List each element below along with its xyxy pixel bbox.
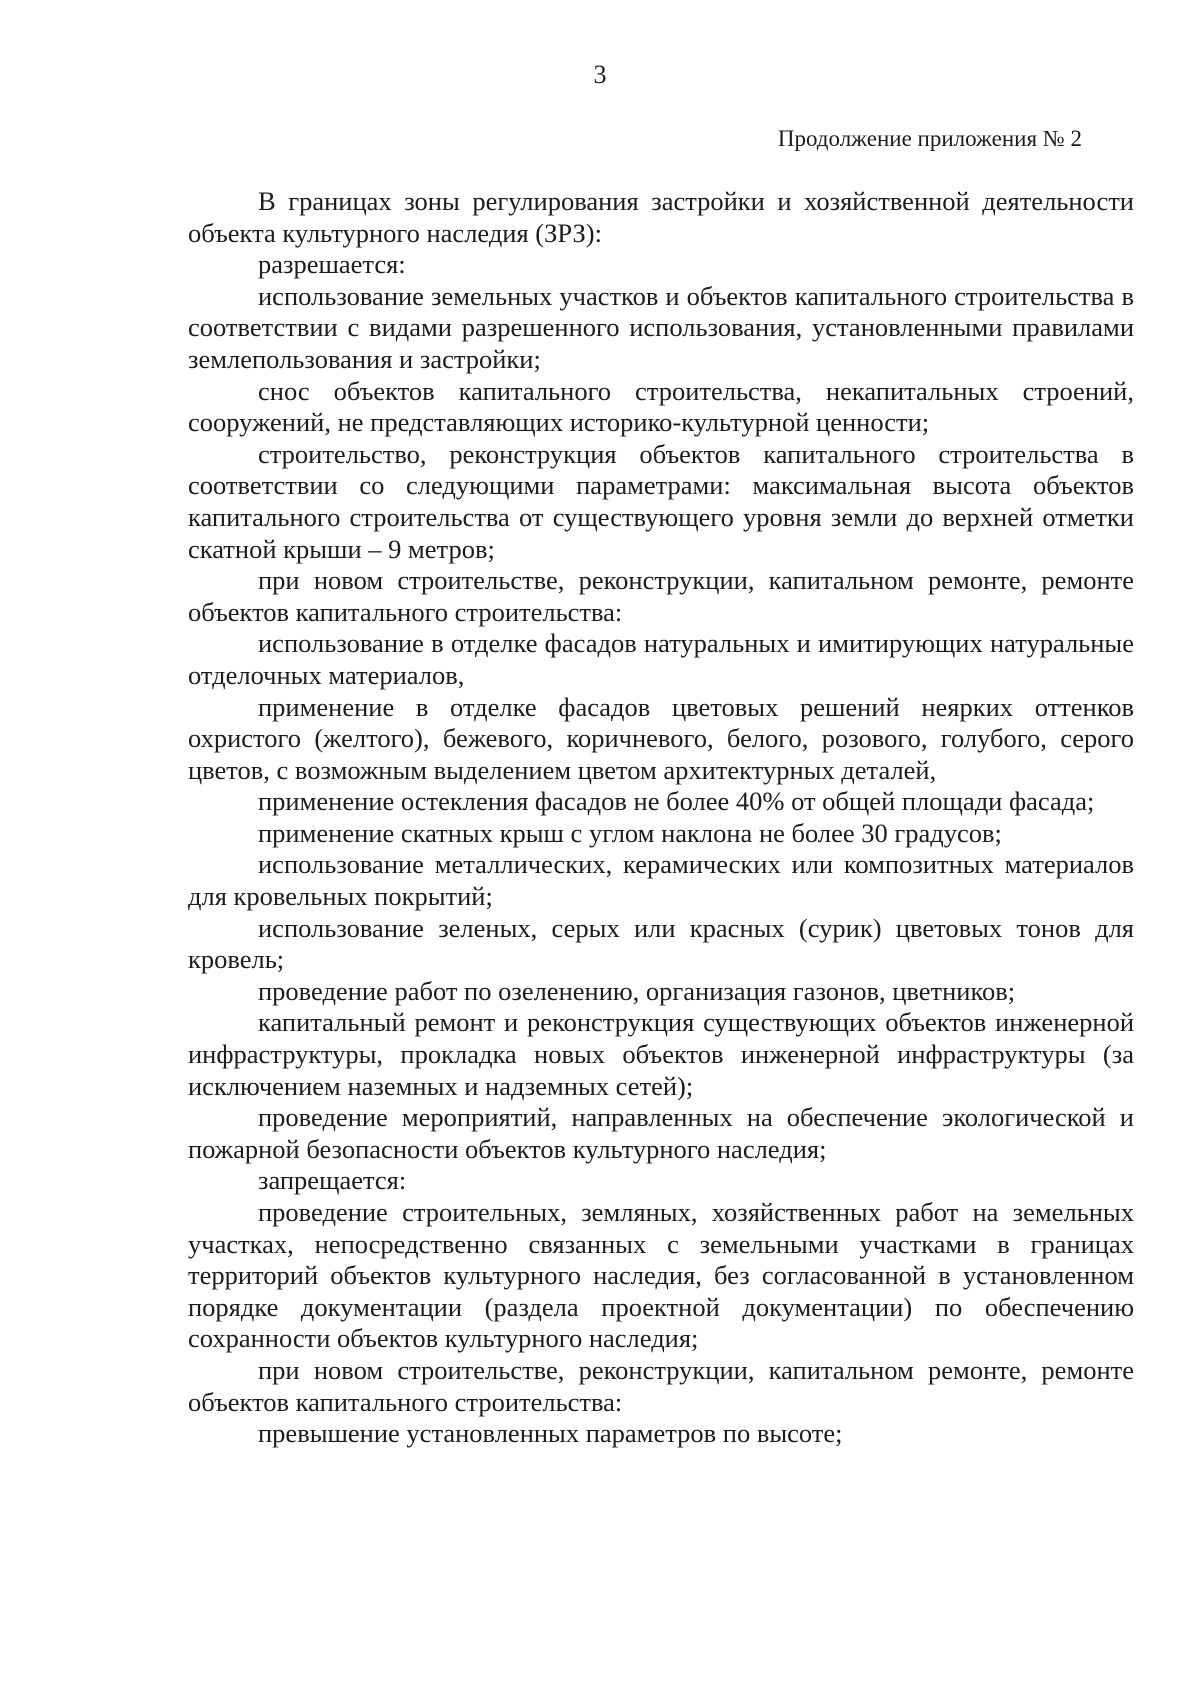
paragraph: снос объектов капитального строительства, некапитальных строений, сооружений, не представляющих историко-культурной ценности; [188, 375, 1134, 438]
appendix-continuation-note: Продолжение приложения № 2 [777, 126, 1082, 151]
paragraph: при новом строительстве, реконструкции, капитальном ремонте, ремонте объектов капитального строительства: [188, 1354, 1134, 1417]
paragraph: применение в отделке фасадов цветовых решений неярких оттенков охристого (желтого), бежевого, коричневого, белого, розового, голубого, серого цветов, с возможным выделением цветом архитектурных деталей, [188, 691, 1134, 785]
paragraph: при новом строительстве, реконструкции, капитальном ремонте, ремонте объектов капитального строительства: [188, 565, 1134, 627]
paragraph: капитальный ремонт и реконструкция существующих объектов инженерной инфраструктуры, прокладка новых объектов инженерной инфраструктуры (за исключением наземных и надземных сетей); [188, 1007, 1134, 1101]
paragraph: использование зеленых, серых или красных (сурик) цветовых тонов для кровель; [188, 912, 1134, 975]
paragraph: строительство, реконструкция объектов капитального строительства в соответствии со следующими параметрами: максимальная высота объектов капитального строительства от существующего уровня земли до верхней отметки скатной крыши – 9 метров; [188, 438, 1134, 564]
paragraph: применение остекления фасадов не более 40% от общей площади фасада; [258, 786, 1095, 817]
paragraph: превышение установленных параметров по высоте; [258, 1418, 843, 1449]
paragraph: проведение мероприятий, направленных на обеспечение экологической и пожарной безопасности объектов культурного наследия; [188, 1102, 1134, 1164]
paragraph: применение скатных крыш с углом наклона не более 30 градусов; [258, 817, 1002, 848]
paragraph: В границах зоны регулирования застройки и хозяйственной деятельности объекта культурного наследия (ЗРЗ): [188, 186, 1134, 248]
paragraph: разрешается: [258, 249, 406, 280]
page-number: 3 [593, 60, 607, 89]
paragraph: использование металлических, керамических или композитных материалов для кровельных покрытий; [188, 849, 1134, 912]
document-body [188, 186, 1134, 1450]
paragraph: запрещается: [258, 1165, 407, 1196]
paragraph: использование земельных участков и объектов капитального строительства в соответствии с видами разрешенного использования, установленными правилами землепользования и застройки; [188, 280, 1134, 374]
paragraph: проведение строительных, земляных, хозяйственных работ на земельных участках, непосредственно связанных с земельными участками в границах территорий объектов культурного наследия, без согласованной в установленном порядке документации (раздела проектной документации) по обеспечению сохранности объектов культурного наследия; [188, 1197, 1134, 1354]
paragraph: проведение работ по озеленению, организация газонов, цветников; [258, 975, 1016, 1006]
paragraph: использование в отделке фасадов натуральных и имитирующих натуральные отделочных материалов, [188, 628, 1134, 690]
